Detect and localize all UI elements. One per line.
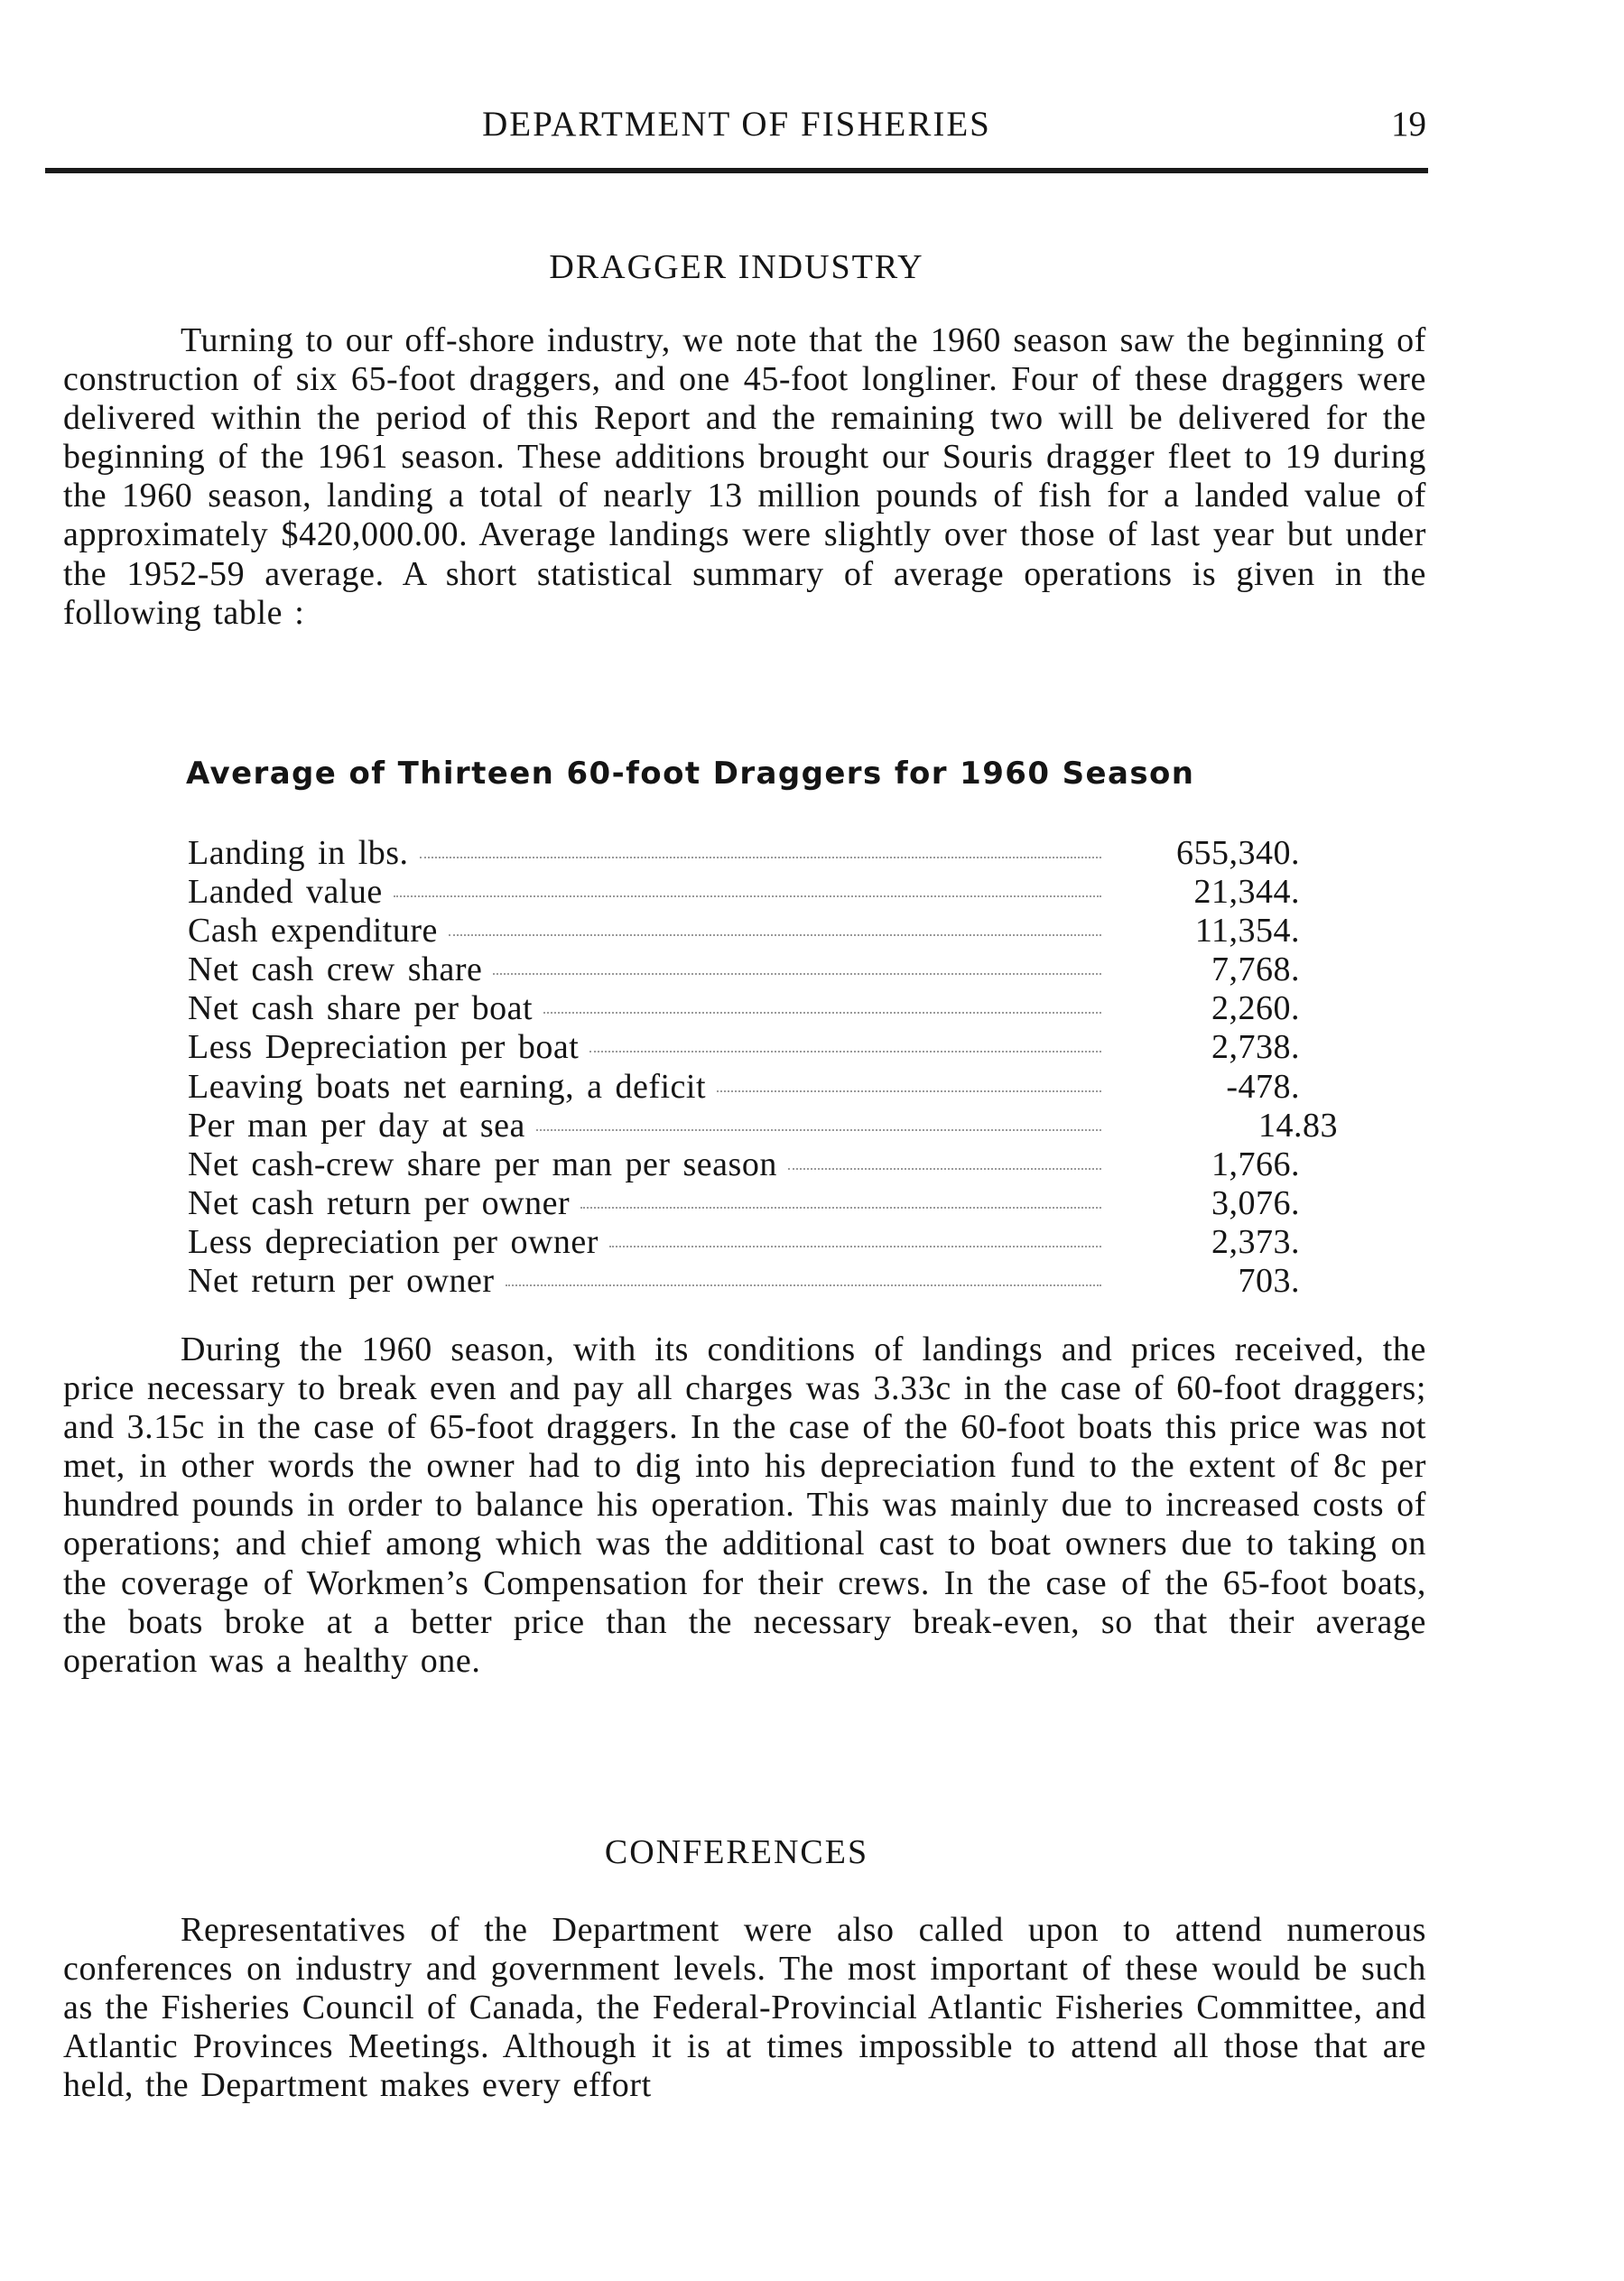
dot-leader bbox=[493, 973, 1101, 975]
row-value: -478. bbox=[1226, 1067, 1300, 1106]
row-value: 2,373. bbox=[1211, 1222, 1300, 1261]
table-row bbox=[188, 1223, 1300, 1262]
row-label: Less depreciation per owner bbox=[188, 1222, 599, 1261]
paragraph-dragger-intro: Turning to our off-shore industry, we note that the 1960 season saw the beginning of construction of six 65-foot draggers, and one 45-foot longliner. Four of these draggers were delivered within the period of this Report and the remaining two will be delivered for the beginning of the 1961 season. These additions brought our Souris dragger fleet to 19 during the 1960 season, landing a total of nearly 13 million pounds of fish for a landed value of approximately $420,000.00. Average landings were slightly over those of last year but under the 1952-59 average. A short statistical summary of average operations is given in the following table : bbox=[63, 321, 1426, 632]
dot-leader bbox=[536, 1129, 1101, 1131]
row-value: 7,768. bbox=[1211, 950, 1300, 989]
row-value: 21,344. bbox=[1193, 873, 1300, 912]
table-row bbox=[188, 1262, 1300, 1301]
row-value: 2,260. bbox=[1211, 989, 1300, 1028]
dot-leader bbox=[394, 895, 1101, 897]
paragraph-break-even: During the 1960 season, with its conditions of landings and prices received, the price necessary to break even and pay all charges was 3.33c in the case of 60-foot draggers; and 3.15c in the case of 65-foot draggers. In the case of the 60-foot boats this price was not met, in other words the owner had to dig into his depreciation fund to the extent of 8c per hundred pounds in order to balance his operation. This was mainly due to increased costs of operations; and chief among which was the additional cast to boat owners due to taking on the coverage of Workmen’s Compensation for their crews. In the case of the 65-foot boats, the boats broke at a better price than the necessary break-even, so that their average operation was a healthy one. bbox=[63, 1331, 1426, 1680]
table-row bbox=[188, 1106, 1338, 1145]
dot-leader bbox=[717, 1090, 1101, 1092]
row-value: 655,340. bbox=[1176, 834, 1300, 872]
table-row bbox=[188, 1068, 1300, 1107]
statistics-table bbox=[188, 834, 1338, 1301]
dot-leader bbox=[589, 1051, 1101, 1052]
row-label: Per man per day at sea bbox=[188, 1106, 525, 1145]
page-number: 19 bbox=[1391, 105, 1426, 144]
row-value: 1,766. bbox=[1211, 1145, 1300, 1183]
row-label: Landed value bbox=[188, 873, 383, 912]
dot-leader bbox=[420, 857, 1101, 858]
paragraph-conferences: Representatives of the Department were also called upon to attend numerous conferences on industry and government levels. The most important of these would be such as the Fisheries Council of Canada, the Federal-Provincial Atlantic Fisheries Committee, and Atlantic Provinces Meetings. Although it is at times impossible to attend all those that are held, the Department makes every effort bbox=[63, 1911, 1426, 2105]
table-row bbox=[188, 1184, 1300, 1223]
dot-leader bbox=[609, 1246, 1101, 1247]
section-heading-dragger-industry: DRAGGER INDUSTRY bbox=[549, 248, 924, 286]
table-row bbox=[188, 873, 1300, 912]
dot-leader bbox=[449, 934, 1101, 936]
running-header bbox=[47, 97, 1426, 152]
dot-leader bbox=[580, 1207, 1101, 1209]
row-label: Less Depreciation per boat bbox=[188, 1028, 580, 1067]
row-value: 3,076. bbox=[1211, 1183, 1300, 1222]
table-row bbox=[188, 1028, 1300, 1067]
table-row bbox=[188, 912, 1300, 950]
row-label: Landing in lbs. bbox=[188, 834, 409, 872]
row-value: 14.83 bbox=[1258, 1106, 1338, 1145]
table-row bbox=[188, 1145, 1300, 1184]
row-label: Net cash crew share bbox=[188, 950, 483, 989]
table-title: Average of Thirteen 60-foot Draggers for 1960 Season bbox=[186, 756, 1195, 792]
header-rule bbox=[45, 168, 1428, 173]
table-row bbox=[188, 834, 1300, 873]
row-label: Net return per owner bbox=[188, 1262, 495, 1301]
row-label: Leaving boats net earning, a deficit bbox=[188, 1067, 707, 1106]
row-label: Cash expenditure bbox=[188, 912, 438, 950]
table-row bbox=[188, 950, 1300, 989]
row-value: 703. bbox=[1238, 1262, 1300, 1301]
section-heading-conferences: CONFERENCES bbox=[604, 1833, 869, 1871]
dot-leader bbox=[543, 1012, 1101, 1014]
dot-leader bbox=[788, 1168, 1101, 1170]
table-row bbox=[188, 989, 1300, 1028]
running-title: DEPARTMENT OF FISHERIES bbox=[482, 105, 991, 144]
row-label: Net cash-crew share per man per season bbox=[188, 1145, 777, 1183]
row-value: 11,354. bbox=[1194, 912, 1300, 950]
row-value: 2,738. bbox=[1211, 1028, 1300, 1067]
row-label: Net cash return per owner bbox=[188, 1183, 571, 1222]
dot-leader bbox=[506, 1284, 1101, 1286]
row-label: Net cash share per boat bbox=[188, 989, 534, 1028]
